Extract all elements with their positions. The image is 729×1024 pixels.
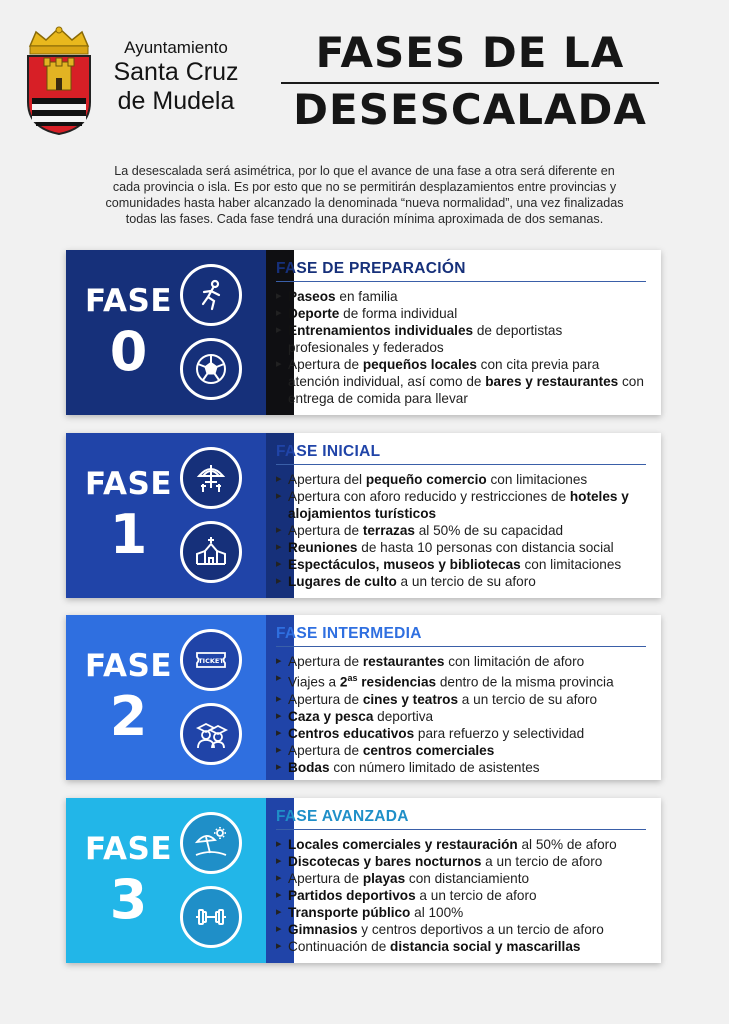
list-item: ▸ Transporte público al 100% [276,904,646,921]
list-item: ▸ Centros educativos para refuerzo y selectividad [276,725,646,742]
phase-number: 0 [109,320,148,383]
org-line-2: Santa Cruz [113,58,239,86]
phase-items [276,471,646,590]
terrace-icon [180,447,242,509]
phase-title: FASE AVANZADA [276,808,646,830]
phase-card-3 [66,798,661,963]
list-item: ▸ Apertura de playas con distanciamiento [276,870,646,887]
list-item: ▸ Lugares de culto a un tercio de su aforo [276,573,646,590]
phase-content-1 [276,443,646,590]
list-item: ▸ Gimnasios y centros deportivos a un tercio de aforo [276,921,646,938]
phase-number: 2 [109,685,148,748]
list-item: ▸ Entrenamientos individuales de deportistas profesionales y federados [276,322,646,356]
page-title [280,30,660,132]
list-item: ▸ Discotecas y bares nocturnos a un tercio de aforo [276,853,646,870]
list-item: ▸ Apertura de centros comerciales [276,742,646,759]
intro-line-1: La desescalada será asimétrica, por lo que el avance de una fase a otra será diferente en [114,164,615,178]
phase-items [276,653,646,776]
list-item: ▸ Partidos deportivos a un tercio de aforo [276,887,646,904]
list-item: ▸ Apertura con aforo reducido y restricciones de hoteles y alojamientos turísticos [276,488,646,522]
phase-label: FASE [84,648,173,684]
dumbbell-icon [180,886,242,948]
coat-of-arms-logo [22,24,96,136]
phase-items [276,288,646,407]
org-line-3: de Mudela [117,87,235,115]
phase-title: FASE DE PREPARACIÓN [276,260,646,282]
phase-badge-1 [66,433,266,598]
list-item: ▸ Apertura del pequeño comercio con limitaciones [276,471,646,488]
phase-badge-0 [66,250,266,415]
list-item: ▸ Continuación de distancia social y mascarillas [276,938,646,955]
ticket-icon [180,629,242,691]
phase-card-2 [66,615,661,780]
list-item: ▸ Apertura de terrazas al 50% de su capacidad [276,522,646,539]
runner-icon [180,264,242,326]
org-line-1: Ayuntamiento [124,38,228,57]
title-divider [281,82,659,84]
organization-name [96,38,256,116]
phase-title: FASE INTERMEDIA [276,625,646,647]
phase-badge-3 [66,798,266,963]
title-line-2: DESESCALADA [293,85,647,134]
list-item: ▸ Viajes a $2^{as}$ residencias dentro de la misma provincia [276,670,646,691]
list-item: ▸ Deporte de forma individual [276,305,646,322]
intro-line-3: comunidades hasta haber alcanzado la denominada “nueva normalidad”, una vez finalizadas [105,196,624,210]
football-icon [180,338,242,400]
list-item: ▸ Espectáculos, museos y bibliotecas con limitaciones [276,556,646,573]
intro-paragraph [70,163,659,227]
phase-label: FASE [84,466,173,502]
list-item: ▸ Caza y pesca deportiva [276,708,646,725]
svg-text:TICKET: TICKET [198,657,224,665]
list-item: ▸ Apertura de cines y teatros a un tercio de su aforo [276,691,646,708]
list-item: ▸ Apertura de restaurantes con limitación de aforo [276,653,646,670]
list-item: ▸ Apertura de pequeños locales con cita previa para atención individual, así como de bares y restaurantes con entrega de comida para llevar [276,356,646,407]
phase-number: 3 [109,868,148,931]
list-item: ▸ Reuniones de hasta 10 personas con distancia social [276,539,646,556]
phase-title: FASE INICIAL [276,443,646,465]
phase-card-0 [66,250,661,415]
intro-line-2: cada provincia o isla. Es por esto que no se permitirán desplazamientos entre provincias y [112,180,617,194]
beach-icon [180,812,242,874]
phase-badge-2 [66,615,266,780]
list-item: ▸ Bodas con número limitado de asistentes [276,759,646,776]
phase-content-0 [276,260,646,407]
phase-label: FASE [84,831,173,867]
header [0,0,729,150]
phase-content-3 [276,808,646,955]
phase-label: FASE [84,283,173,319]
church-icon [180,521,242,583]
graduates-icon [180,703,242,765]
title-line-1: FASES DE LA [315,28,625,77]
list-item: ▸ Paseos en familia [276,288,646,305]
phase-number: 1 [109,503,148,566]
phase-content-2 [276,625,646,776]
phase-items [276,836,646,955]
phase-card-1 [66,433,661,598]
intro-line-4: todas las fases. Cada fase tendrá una duración mínima aproximada de dos semanas. [125,212,604,226]
list-item: ▸ Locales comerciales y restauración al 50% de aforo [276,836,646,853]
